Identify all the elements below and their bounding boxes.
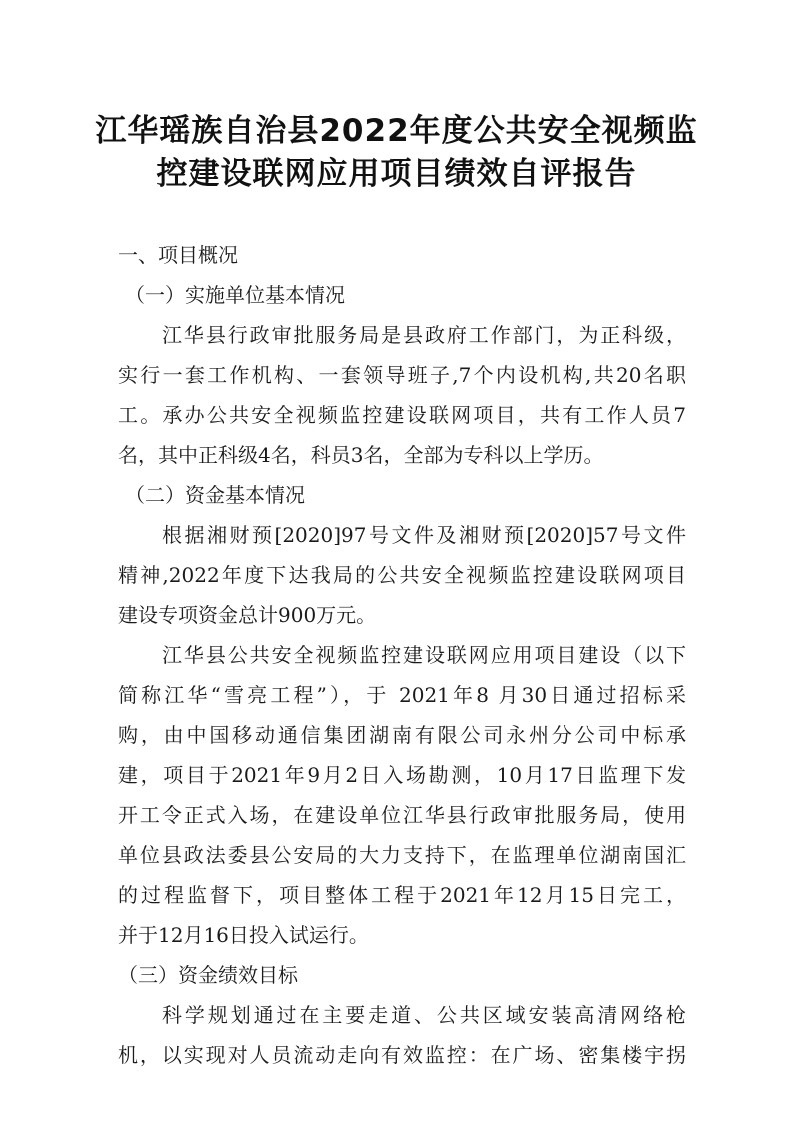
paragraph-line: 建设专项资金总计900万元。 [118, 603, 377, 627]
paragraph-line: 购，由中国移动通信集团湖南有限公司永州分公司中标承 [118, 723, 686, 747]
paragraph-line: 名，其中正科级4名，科员3名，全部为专科以上学历。 [118, 443, 604, 467]
paragraph-line: 并于12月16日投入试运行。 [118, 923, 369, 947]
document-title-line-1: 江华瑶族自治县2022年度公共安全视频监 [95, 113, 698, 149]
paragraph-line: 精神,2022年度下达我局的公共安全视频监控建设联网项目 [118, 563, 686, 587]
document-title-line-2: 控建设联网应用项目绩效自评报告 [156, 156, 637, 192]
subsection-heading-3: （三）资金绩效目标 [118, 963, 298, 987]
subsection-heading-2: （二）资金基本情况 [125, 483, 305, 507]
paragraph-line: 根据湘财预[2020]97号文件及湘财预[2020]57号文件 [162, 523, 686, 547]
paragraph-line: 江华县行政审批服务局是县政府工作部门，为正科级， [162, 323, 686, 347]
paragraph-line: 的过程监督下，项目整体工程于2021年12月15日完工， [118, 883, 686, 907]
paragraph-line: 单位县政法委县公安局的大力支持下，在监理单位湖南国汇 [118, 843, 686, 867]
section-heading: 一、项目概况 [118, 243, 238, 267]
paragraph-line: 简称江华“雪亮工程”），于 2021年8 月30日通过招标采 [118, 683, 686, 707]
paragraph-line: 建，项目于2021年9月2日入场勘测，10月17日监理下发 [118, 763, 686, 787]
paragraph-line: 工。承办公共安全视频监控建设联网项目，共有工作人员7 [118, 403, 686, 427]
paragraph-line: 科学规划通过在主要走道、公共区域安装高清网络枪 [162, 1003, 686, 1027]
paragraph-line: 江华县公共安全视频监控建设联网应用项目建设（以下 [162, 643, 686, 667]
paragraph-line: 实行一套工作机构、一套领导班子,7个内设机构,共20名职 [118, 363, 686, 387]
paragraph-line: 开工令正式入场，在建设单位江华县行政审批服务局，使用 [118, 803, 686, 827]
paragraph-line: 机，以实现对人员流动走向有效监控：在广场、密集楼宇拐 [118, 1043, 686, 1067]
subsection-heading-1: （一）实施单位基本情况 [125, 283, 345, 307]
